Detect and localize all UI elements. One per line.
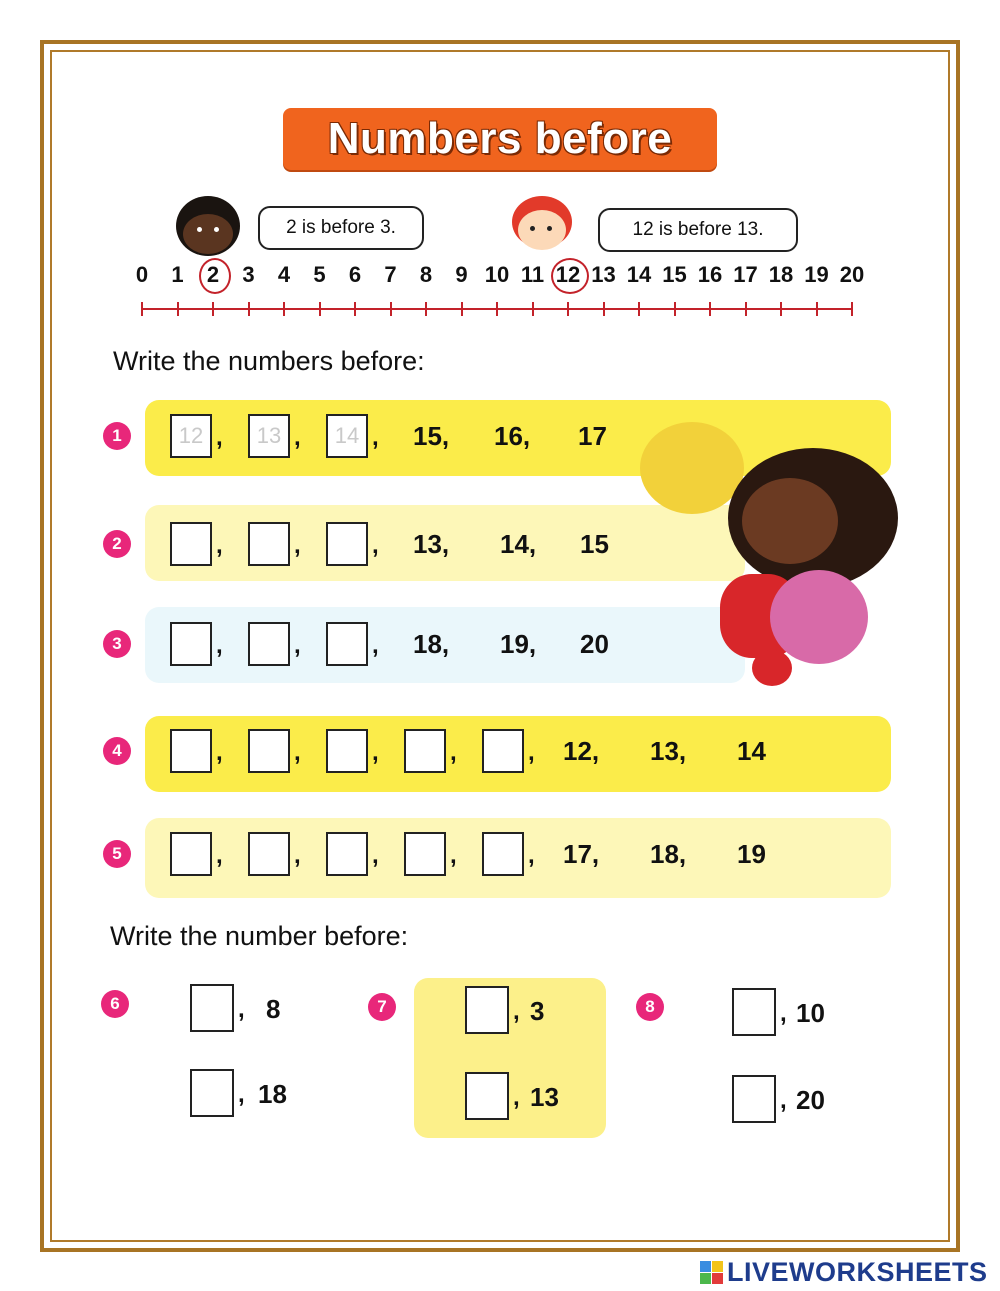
given-number: 14 (737, 736, 766, 766)
number-line-label: 0 (135, 262, 149, 287)
question-number-3: 3 (103, 630, 131, 658)
answer-box[interactable] (248, 832, 290, 876)
given-number: 19 (737, 839, 766, 869)
comma-separator: , (294, 532, 301, 559)
answer-box[interactable] (170, 522, 212, 566)
comma-separator: , (294, 842, 301, 869)
answer-box[interactable] (404, 729, 446, 773)
comma-separator: , (216, 424, 223, 451)
number-line-tick (177, 302, 179, 316)
answer-box[interactable] (482, 832, 524, 876)
comma-separator: , (372, 424, 379, 451)
number-line-label: 5 (313, 262, 326, 287)
answer-box[interactable] (326, 522, 368, 566)
comma-separator: , (450, 842, 457, 869)
number-line-label: 4 (277, 262, 291, 287)
page-title: Numbers before (327, 114, 673, 163)
given-number: 13 (530, 1082, 559, 1112)
number-line-label: 1 (171, 262, 184, 287)
number-line-tick (709, 302, 711, 316)
number-line-label: 13 (591, 262, 616, 287)
brand-name: LIVEWORKSHEETS (727, 1257, 988, 1287)
number-line-tick (319, 302, 321, 316)
answer-box[interactable] (248, 522, 290, 566)
section-heading-1: Write the numbers before: (113, 346, 425, 376)
answer-box[interactable] (170, 729, 212, 773)
comma-separator: , (780, 1000, 787, 1027)
given-number: 18, (650, 839, 687, 869)
comma-separator: , (294, 632, 301, 659)
question-number-4: 4 (103, 737, 131, 765)
number-line-tick (425, 302, 427, 316)
number-line-label: 17 (733, 262, 758, 287)
given-number: 15 (580, 529, 609, 559)
answer-box[interactable] (482, 729, 524, 773)
number-line-tick (283, 302, 285, 316)
given-number: 13, (413, 529, 450, 559)
number-line-label: 16 (697, 262, 723, 287)
title-banner (283, 108, 717, 170)
given-number: 17, (563, 839, 600, 869)
comma-separator: , (216, 632, 223, 659)
pompom-yellow (640, 422, 744, 514)
number-line-label: 8 (419, 262, 433, 287)
number-line-tick (674, 302, 676, 316)
answer-box[interactable]: 13 (248, 414, 290, 458)
brand-logo (700, 1257, 988, 1288)
given-number: 14, (500, 529, 537, 559)
number-line-tick (638, 302, 640, 316)
given-number: 16, (494, 421, 531, 451)
answer-box[interactable] (248, 622, 290, 666)
single-band-7 (414, 978, 606, 1138)
shoe (752, 650, 792, 686)
comma-separator: , (372, 632, 379, 659)
question-number-6: 6 (101, 990, 129, 1018)
number-line-tick (390, 302, 392, 316)
comma-separator: , (294, 739, 301, 766)
number-line-tick (603, 302, 605, 316)
number-line-label: 15 (662, 262, 687, 287)
comma-separator: , (216, 739, 223, 766)
number-line-tick (461, 302, 463, 316)
number-line-label: 19 (804, 262, 829, 287)
given-number: 20 (796, 1085, 825, 1115)
answer-box[interactable]: 14 (326, 414, 368, 458)
number-line (120, 262, 865, 322)
number-line-label: 6 (348, 262, 362, 287)
face (742, 478, 838, 564)
number-line-tick (567, 302, 569, 316)
number-line-tick (780, 302, 782, 316)
given-number: 3 (530, 996, 545, 1026)
comma-separator: , (238, 1081, 245, 1108)
question-number-2: 2 (103, 530, 131, 558)
number-line-tick (141, 302, 143, 316)
comma-separator: , (372, 532, 379, 559)
given-number: 10 (796, 998, 825, 1028)
answer-box[interactable] (404, 832, 446, 876)
comma-separator: , (513, 1084, 520, 1111)
comma-separator: , (513, 998, 520, 1025)
number-line-label: 7 (384, 262, 397, 287)
number-line-label: 11 (520, 262, 545, 287)
answer-box[interactable] (190, 984, 234, 1032)
comma-separator: , (450, 739, 457, 766)
number-line-label: 9 (455, 262, 468, 287)
given-number: 13, (650, 736, 687, 766)
question-number-7: 7 (368, 993, 396, 1021)
answer-box[interactable]: 12 (170, 414, 212, 458)
number-line-label: 3 (242, 262, 255, 287)
number-line-tick (496, 302, 498, 316)
question-number-1: 1 (103, 422, 131, 450)
speech-bubble-boy (258, 206, 424, 250)
brand-icon (700, 1261, 723, 1284)
answer-box[interactable] (326, 832, 368, 876)
given-number: 18 (258, 1079, 287, 1109)
answer-box[interactable] (190, 1069, 234, 1117)
answer-box[interactable] (465, 1072, 509, 1120)
speech-text-boy: 2 is before 3. (286, 217, 396, 238)
comma-separator: , (216, 532, 223, 559)
answer-box[interactable] (732, 988, 776, 1036)
pompom-pink (770, 570, 868, 664)
comma-separator: , (528, 842, 535, 869)
number-line-tick (851, 302, 853, 316)
number-line-label: 14 (626, 262, 652, 287)
given-number: 18, (413, 629, 450, 659)
given-number: 15, (413, 421, 450, 451)
given-number: 20 (580, 629, 609, 659)
answer-box[interactable] (170, 622, 212, 666)
comma-separator: , (238, 996, 245, 1023)
comma-separator: , (216, 842, 223, 869)
number-line-tick (816, 302, 818, 316)
given-number: 19, (500, 629, 537, 659)
answer-box[interactable] (326, 622, 368, 666)
speech-bubble-girl (598, 208, 798, 252)
answer-box[interactable] (732, 1075, 776, 1123)
number-line-circle (551, 258, 589, 294)
number-line-circle (199, 258, 231, 294)
number-line-tick (745, 302, 747, 316)
number-line-tick (248, 302, 250, 316)
number-line-tick (532, 302, 534, 316)
number-line-tick (354, 302, 356, 316)
answer-box[interactable] (170, 832, 212, 876)
given-number: 17 (578, 421, 607, 451)
given-number: 12, (563, 736, 600, 766)
comma-separator: , (294, 424, 301, 451)
section-heading-2: Write the number before: (110, 921, 409, 951)
question-number-5: 5 (103, 840, 131, 868)
comma-separator: , (528, 739, 535, 766)
number-line-label: 20 (839, 262, 865, 287)
number-line-label: 2 (206, 262, 220, 287)
number-line-label: 10 (484, 262, 510, 287)
speech-text-girl: 12 is before 13. (632, 219, 764, 240)
comma-separator: , (372, 842, 379, 869)
comma-separator: , (372, 739, 379, 766)
question-number-8: 8 (636, 993, 664, 1021)
given-number: 8 (266, 994, 281, 1024)
comma-separator: , (780, 1087, 787, 1114)
number-line-tick (212, 302, 214, 316)
number-line-label: 12 (555, 262, 581, 287)
answer-box[interactable] (248, 729, 290, 773)
answer-box[interactable] (465, 986, 509, 1034)
answer-box[interactable] (326, 729, 368, 773)
number-line-label: 18 (768, 262, 794, 287)
